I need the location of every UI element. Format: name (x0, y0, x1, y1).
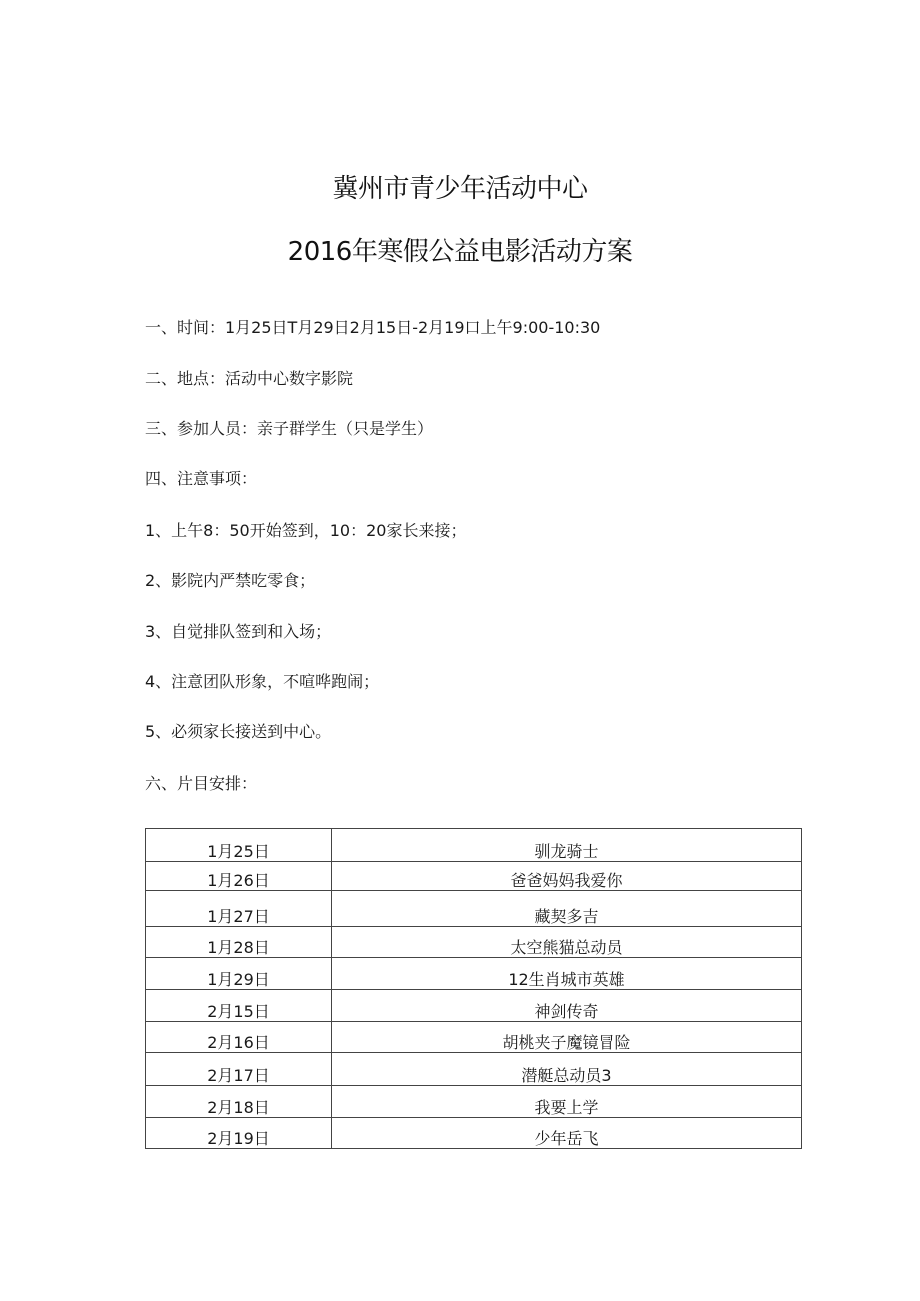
schedule-date: 2月15日 (146, 990, 332, 1022)
table-row (146, 891, 802, 927)
schedule-film: 12生肖城市英雄 (332, 958, 802, 990)
schedule-film: 潜艇总动员3 (332, 1053, 802, 1086)
table-row (146, 990, 802, 1022)
schedule-date: 1月26日 (146, 862, 332, 891)
schedule-date: 2月19日 (146, 1118, 332, 1149)
schedule-date: 2月17日 (146, 1053, 332, 1086)
table-row (146, 829, 802, 862)
schedule-date: 2月16日 (146, 1022, 332, 1053)
schedule-date: 1月29日 (146, 958, 332, 990)
schedule-film: 驯龙骑士 (332, 829, 802, 862)
document-title-plan: 2016年寒假公益电影活动方案 (287, 237, 633, 267)
section-time: 一、时间：1月25日T月29日2月15日-2月19口上午9:00-10:30 (145, 318, 601, 337)
section-notes-heading: 四、注意事项： (145, 469, 258, 488)
schedule-film: 少年岳飞 (332, 1118, 802, 1149)
schedule-date: 2月18日 (146, 1086, 332, 1118)
table-row (146, 927, 802, 958)
table-row (146, 1086, 802, 1118)
schedule-film: 神剑传奇 (332, 990, 802, 1022)
table-row (146, 958, 802, 990)
table-row (146, 1118, 802, 1149)
schedule-date: 1月28日 (146, 927, 332, 958)
note-item-2: 2、影院内严禁吃零食； (145, 571, 316, 590)
section-participants: 三、参加人员：亲子群学生（只是学生） (145, 419, 434, 438)
schedule-film: 太空熊猫总动员 (332, 927, 802, 958)
document-title-organization: 冀州市青少年活动中心 (332, 174, 588, 204)
note-item-5: 5、必须家长接送到中心。 (145, 722, 332, 741)
schedule-date: 1月27日 (146, 891, 332, 927)
note-item-1: 1、上午8：50开始签到，10：20家长来接； (145, 521, 467, 540)
schedule-film: 我要上学 (332, 1086, 802, 1118)
schedule-date: 1月25日 (146, 829, 332, 862)
table-row (146, 862, 802, 891)
section-schedule-heading: 六、片目安排： (145, 774, 258, 793)
note-item-4: 4、注意团队形象，不喧哗跑闹； (145, 672, 380, 691)
schedule-film: 爸爸妈妈我爱你 (332, 862, 802, 891)
schedule-film: 藏契多吉 (332, 891, 802, 927)
note-item-3: 3、自觉排队签到和入场； (145, 622, 332, 641)
film-schedule-table (145, 828, 802, 1149)
section-location: 二、地点：活动中心数字影院 (145, 369, 354, 388)
schedule-film: 胡桃夹子魔镜冒险 (332, 1022, 802, 1053)
table-row (146, 1053, 802, 1086)
table-row (146, 1022, 802, 1053)
